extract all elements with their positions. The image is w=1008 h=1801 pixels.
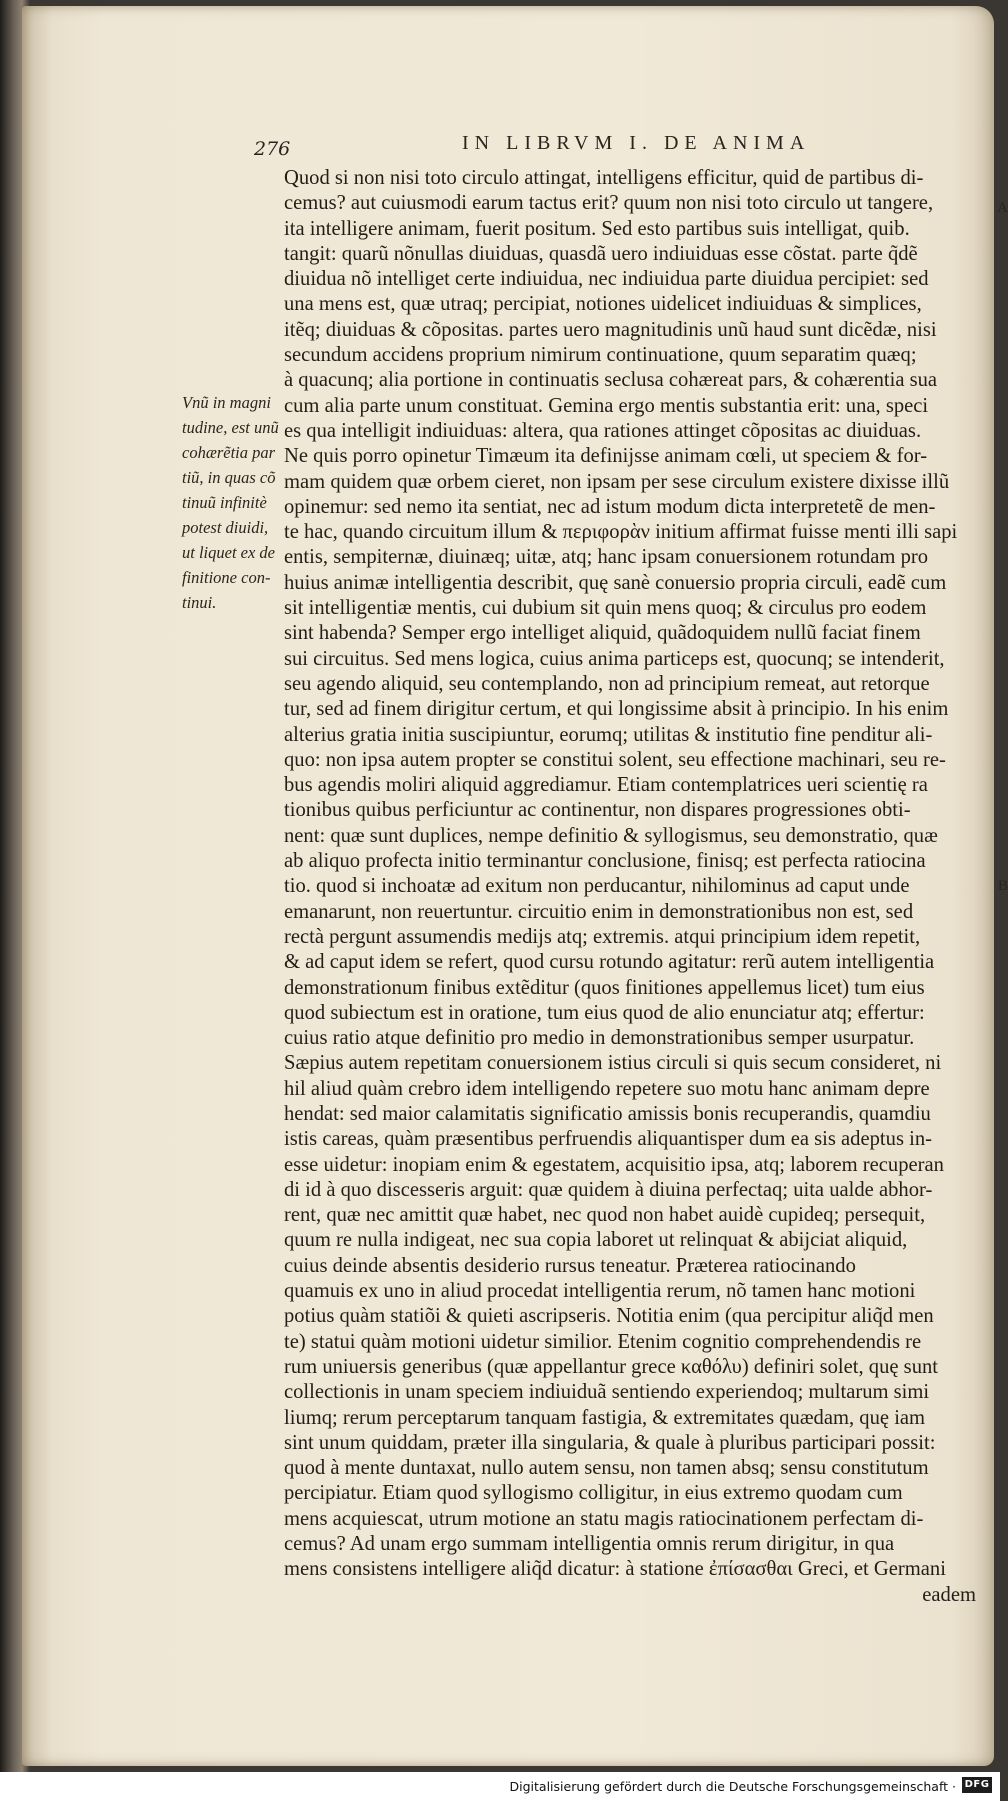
text-line: una mens est, quæ utraq; percipiat, notiones uidelicet indiuiduas & simplices, [284,293,922,316]
text-line: opinemur: sed nemo ita sentiat, nec ad istum modum dicta interpretetẽ de men- [284,495,936,518]
text-line: sint habenda? Semper ergo intelliget aliquid, quãdoquidem nullũ faciat finem [284,622,921,645]
text-line: quo: non ipsa autem propter se constitui solent, seu effectione machinari, seu re- [284,748,946,771]
text-line: nent: quæ sunt duplices, nempe definitio & syllogismus, seu demonstratio, quæ [284,824,938,847]
margin-note-line: cohærẽtia par [182,443,276,462]
text-line: secundum accidens proprium nimirum continuatione, quum separatim quæq; [284,344,917,367]
page-number: 276 [254,138,291,160]
text-line: rum uniuersis generibus (quæ appellantur grece καθόλυ) definiri solet, quę sunt [284,1355,939,1378]
text-line: tionibus quibus perficiuntur ac continentur, non dispares progressiones obti- [284,799,911,822]
text-line: Sæpius autem repetitam conuersionem istius circuli si quis secum consideret, ni [284,1052,942,1075]
text-line: istis careas, quàm præsentibus perfruendis aliquantisper dum ea sis adeptus in- [284,1128,932,1151]
text-line: seu agendo aliquid, seu contemplando, non ad principium remeat, aut retorque [284,672,930,695]
text-line: percipiatur. Etiam quod syllogismo colligitur, in eius extremo quodam cum [284,1482,903,1505]
margin-note-line: potest diuidi, [182,518,269,537]
text-line: mam quidem quæ orbem cieret, non ipsam per sese circulum existere dixisse illũ [284,470,950,493]
text-line: ab aliquo profecta initio terminantur conclusione, finisq; est perfecta ratiocina [284,850,926,873]
margin-note-line: tudine, est unũ [182,418,279,437]
text-line: cuius ratio atque definitio pro medio in demonstrationibus semper usurpatur. [284,1027,915,1050]
text-line: potius quàm statiõi & quieti ascripseris. Notitia enim (qua percipitur aliq̃d men [284,1305,934,1328]
margin-note-line: tinuũ infinitè [182,493,267,512]
dfg-logo: DFG [962,1777,992,1793]
text-line: Quod si non nisi toto circulo attingat, intelligens efficitur, quid de partibus di- [284,167,924,189]
margin-note [182,390,282,615]
text-line: bus agendis moliri aliquid aggrediamur. Etiam contemplatrices ueri scientię ra [284,774,928,797]
text-line: cum alia parte unum constituat. Gemina ergo mentis substantia erit: una, speci [284,394,929,417]
text-line: quamuis ex uno in aliud procedat intelligentia rerum, nõ tamen hanc motioni [284,1280,916,1303]
text-line: sint unum quiddam, præter illa singularia, & quale à pluribus participari possit: [284,1431,936,1454]
text-line: diuidua nõ intelliget certe indiuidua, nec indiuidua parte diuidua percipiet: sed [284,268,929,291]
text-line: emanarunt, non reuertuntur. circuitio enim in demonstrationibus non est, sed [284,900,914,923]
text-line: quod à mente duntaxat, nullo autem sensu, non tamen absq; sensu constitutum [284,1457,929,1480]
margin-note-line: finitione con- [182,568,271,587]
text-line: mens acquiescat, utrum motione an statu magis ratiocinationem perfectam di- [284,1507,924,1530]
text-line: quum re nulla indigeat, nec sua copia laboret ut relinquat & abijciat aliquid, [284,1229,908,1252]
text-line: hil aliud quàm crebro idem intelligendo repetere suo motu hanc animam depre [284,1077,930,1100]
text-line: mens consistens intelligere aliq̃d dicatur: à statione ἐπίσασθαι Greci, et Germani [284,1558,946,1581]
text-line: Ne quis porro opinetur Timæum ita definijsse animam cœli, ut speciem & for- [284,445,928,468]
text-line: sui circuitus. Sed mens logica, cuius anima particeps est, quocunq; se intenderit, [284,647,945,670]
text-line: cemus? Ad unam ergo summam intelligentia omnis rerum dirigitur, in qua [284,1533,895,1556]
text-line: te) statui quàm motioni uidetur similior. Etenim cognitio comprehendendis re [284,1330,922,1353]
text-line: demonstrationum finibus extẽditur (quos finitiones appellemus licet) tum eius [284,976,925,999]
text-line: liumq; rerum perceptarum tanquam fastigia, & extremitates quædam, quę iam [284,1406,926,1429]
body-text [284,166,976,1608]
text-line: tangit: quarũ nõnullas diuiduas, quasdã uero indiuiduas esse cõstat. parte q̃dẽ [284,242,918,265]
text-line: tur, sed ad finem dirigitur certum, et qui longissime absit à principio. In his enim [284,698,949,721]
book-page [22,6,1008,1766]
text-line: esse uidetur: inopiam enim & egestatem, acquisitio ipsa, atq; laborem recuperan [284,1153,944,1176]
text-line: te hac, quando circuitum illum & περιφορὰν initium affirmat fuisse menti illi sapi [284,521,958,544]
text-line: rent, quæ nec amittit quæ habet, nec quod non habet auidè cupideq; persequit, [284,1204,926,1227]
margin-letter-b: B [998,878,1008,894]
text-line: es qua intelligit indiuiduas: altera, qua rationes attinget cõpositas ac diuiduas. [284,419,922,442]
text-line: cemus? aut cuiusmodi earum tactus erit? quum non nisi toto circulo ut tangere, [284,192,934,215]
text-line: & ad caput idem se refert, quod cursu rotundo agitatur: rerũ autem intelligentia [284,951,935,974]
text-line: entis, sempiternæ, diuinæq; uitæ, atq; hanc ipsam conuersionem rotundam pro [284,546,929,569]
text-line: hendat: sed maior calamitatis significatio amissis bonis recuperandis, quamdiu [284,1102,931,1125]
margin-note-line: Vnũ in magni [182,393,271,412]
margin-note-line: tinui. [182,593,217,612]
footer-credit: Digitalisierung gefördert durch die Deutsche Forschungsgemeinschaft · [509,1779,956,1794]
text-line: collectionis in unam speciem indiuiduã sentiendo experiendoq; multarum simi [284,1381,930,1404]
text-line: rectà pergunt assumendis medijs atq; extremis. atqui principium idem repetit, [284,925,921,948]
catchword: eadem [922,1583,976,1606]
margin-note-line: tiũ, in quas cõ [182,468,276,487]
text-line: cuius deinde absentis desiderio rursus teneatur. Præterea ratiocinando [284,1254,856,1277]
text-line: alterius gratia initia suscipiuntur, eorumq; utilitas & institutio fine penditur ali- [284,723,933,746]
text-line: sit intelligentiæ mentis, cui dubium sit quin mens quoq; & circulus pro eodem [284,597,927,620]
text-line: ita intelligere animam, fuerit positum. Sed esto partibus suis intelligat, quib. [284,217,910,240]
text-line: di id à quo discesseris arguit: quæ quidem à diuina perfectaq; uita ualde abhor- [284,1178,933,1201]
text-line: tio. quod si inchoatæ ad exitum non perducantur, nihilominus ad caput unde [284,875,910,898]
text-line: quod subiectum est in oratione, tum eius quod de alio enunciatur atq; effertur: [284,1001,925,1024]
text-line: huius animæ intelligentia describit, quę sanè conuersio propria circuli, eadẽ cum [284,571,947,594]
running-head: IN LIBRVM I. DE ANIMA [462,132,811,154]
text-line: à quacunq; alia portione in continuatis seclusa cohæreat pars, & cohærentia sua [284,369,938,392]
footer-bar [0,1772,1000,1801]
text-line: itẽq; diuiduas & cõpositas. partes uero magnitudinis unũ haud sunt dicẽdæ, nisi [284,318,937,341]
margin-letter-a: A [997,200,1008,216]
margin-note-line: ut liquet ex de [182,543,276,562]
